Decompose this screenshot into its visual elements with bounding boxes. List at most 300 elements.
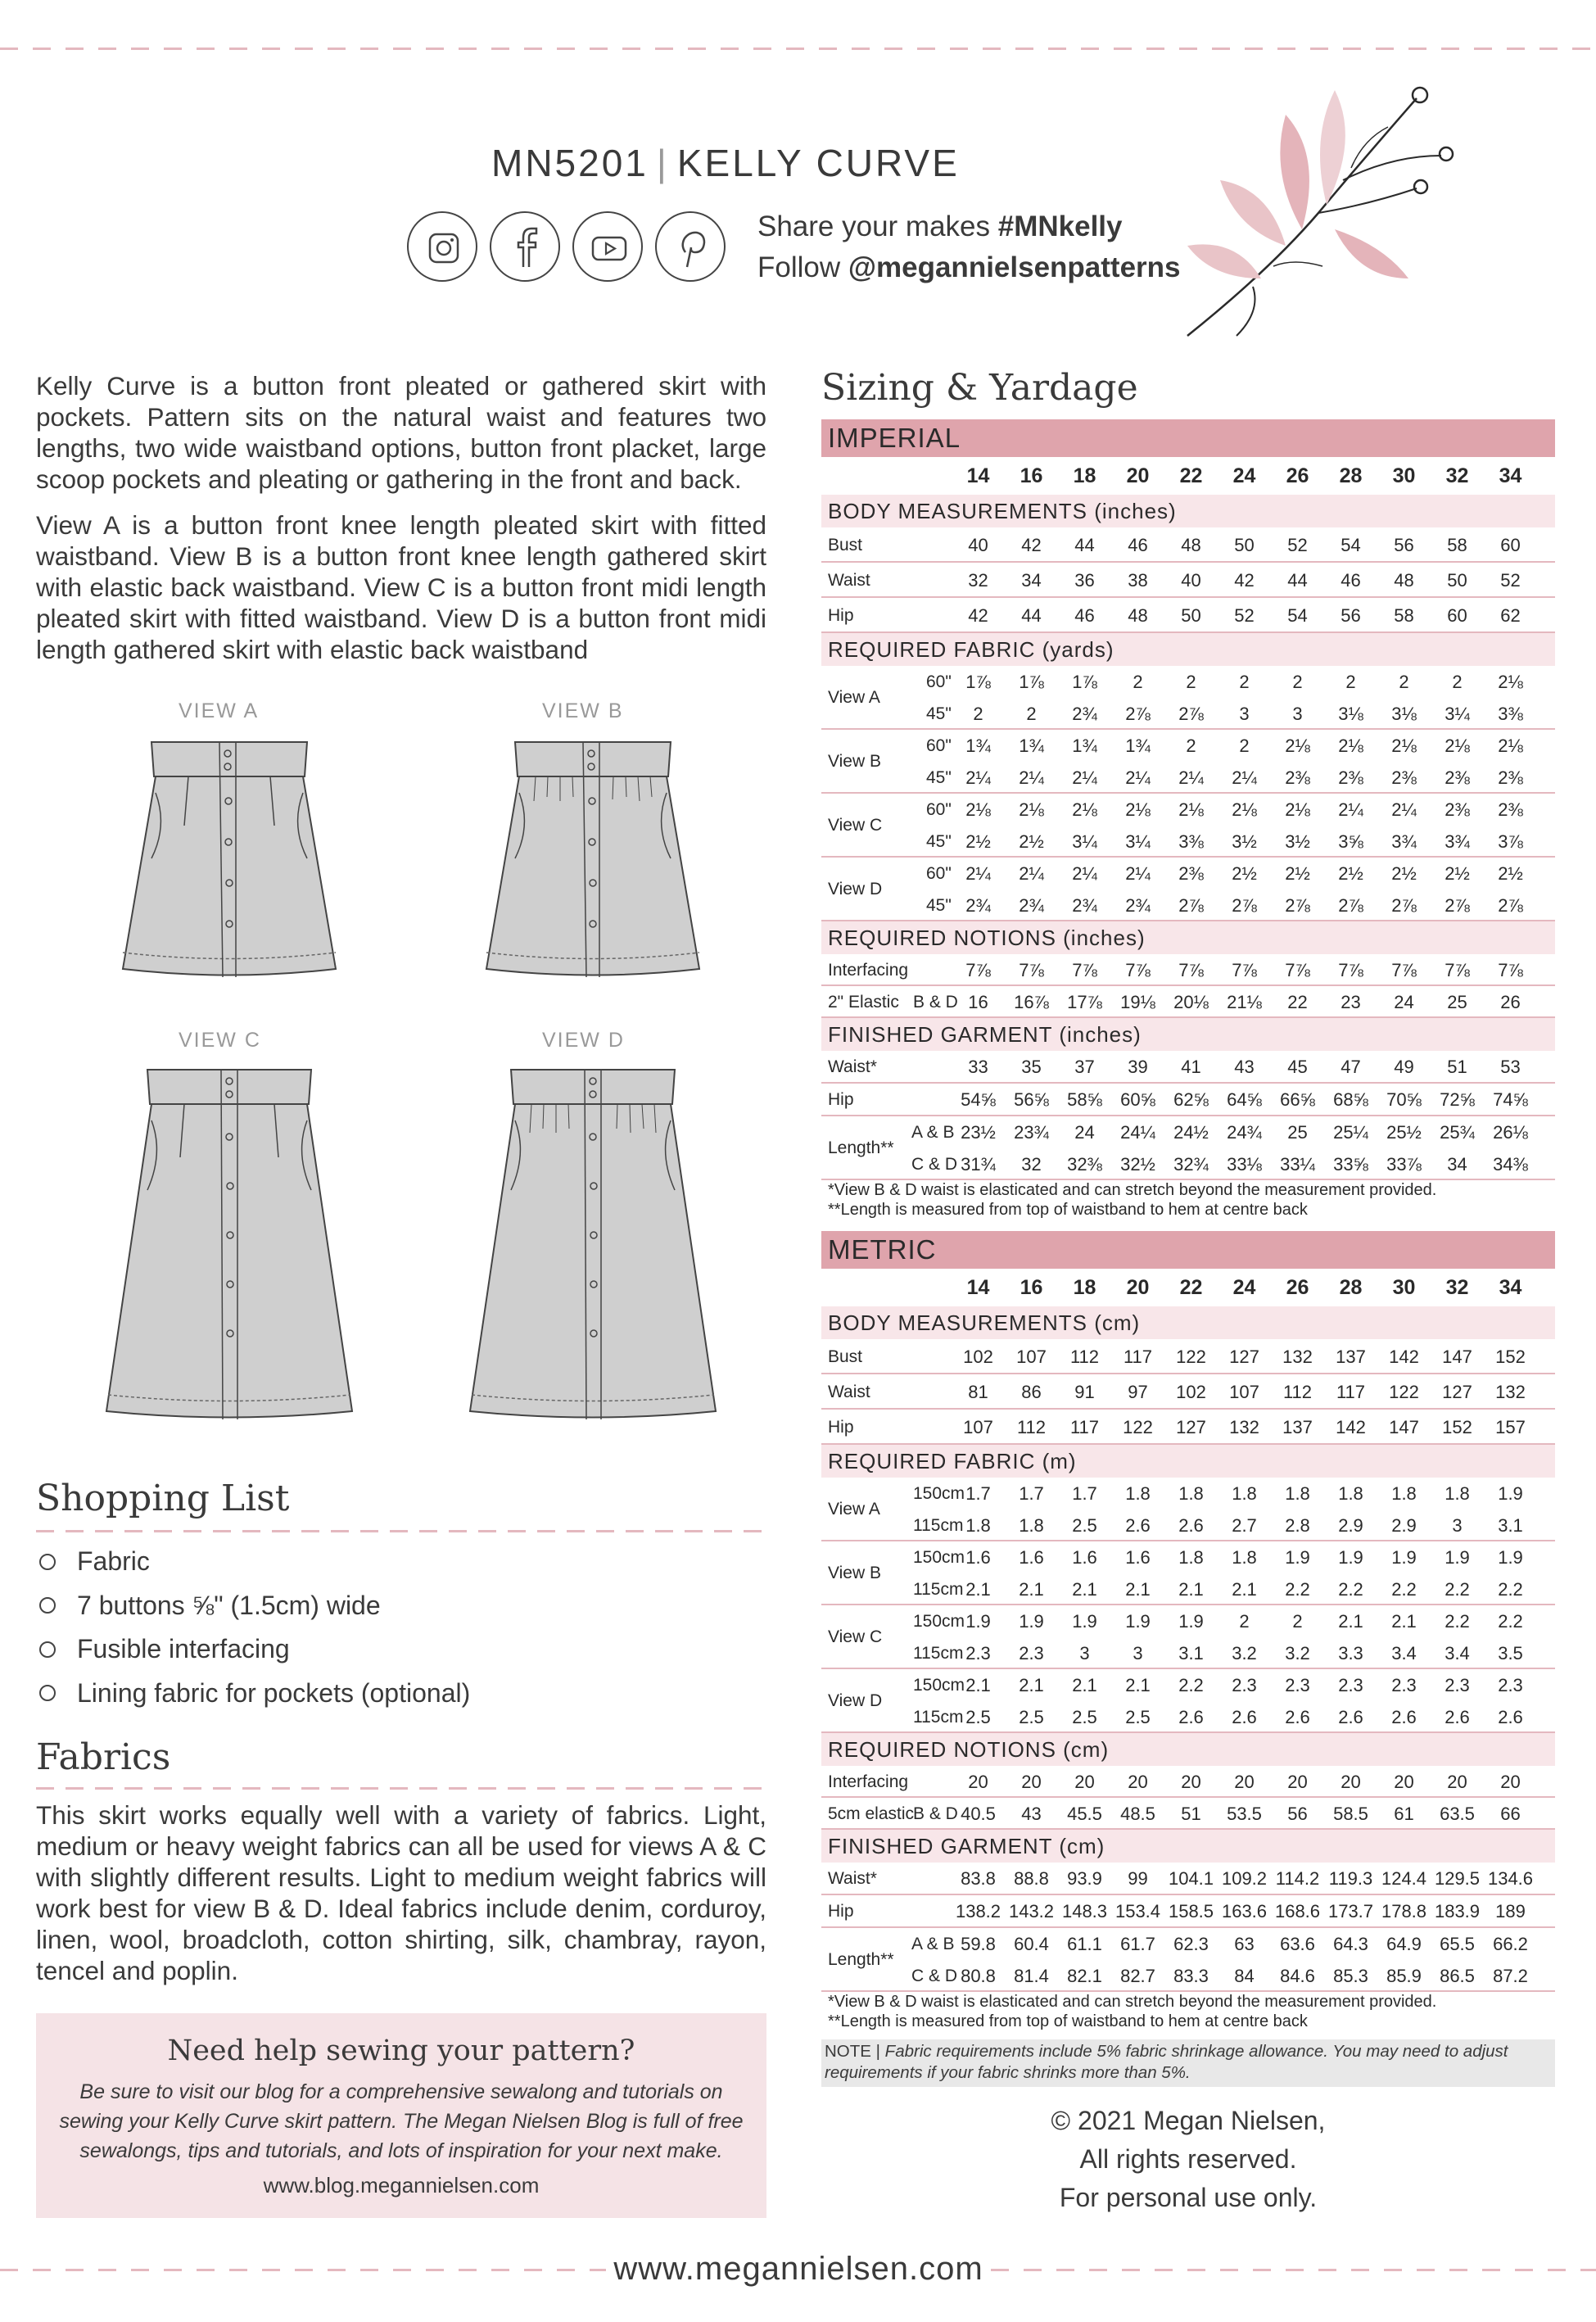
elastic-row: [821, 986, 1555, 1018]
view-a-fabric-cell: 1.8: [1338, 1483, 1363, 1504]
view-a-fabric-cell: 1.7: [1019, 1483, 1044, 1504]
view-a-fabric-cell: 2.7: [1232, 1515, 1257, 1536]
length-cell: 66.2: [1493, 1934, 1528, 1954]
waist-label: Waist: [828, 1383, 870, 1401]
view-d-fabric-cell: 2.1: [965, 1675, 991, 1695]
elastic-cell: 48.5: [1120, 1804, 1155, 1824]
view-c-fabric-row: [821, 1605, 1555, 1669]
view-a-fabric-cell: 2: [1026, 704, 1037, 724]
view-d-fabric-cell: 2.3: [1498, 1675, 1523, 1695]
view-b-fabric-cell: 2¼: [1232, 767, 1257, 788]
view-d-fabric-cell: 2.1: [1072, 1675, 1097, 1695]
view-a-fabric-cell: 2: [1186, 672, 1196, 692]
view-b-fabric-sublabel: 150cm: [913, 1548, 965, 1567]
size-header-cell: 14: [966, 1276, 990, 1299]
interfacing-cell: 7⅞: [965, 960, 991, 980]
length-cell: 82.7: [1120, 1966, 1155, 1986]
view-c-fabric-cell: 3⅜: [1178, 831, 1204, 852]
length-cell: 65.5: [1440, 1934, 1475, 1954]
view-a-fabric-cell: 1.8: [1019, 1515, 1044, 1536]
finished-waist-cell: 119.3: [1328, 1868, 1373, 1889]
length-cell: 23¾: [1014, 1122, 1049, 1143]
intro-text: [36, 370, 766, 680]
view-c-fabric-cell: 3: [1133, 1643, 1143, 1663]
view-a-fabric-cell: 3.1: [1498, 1515, 1523, 1536]
elastic-cell: 16: [968, 992, 988, 1012]
view-d-fabric-cell: 2⅞: [1445, 895, 1470, 916]
view-b-fabric-cell: 2⅛: [1498, 736, 1523, 756]
length-sublabel: A & B: [911, 1123, 955, 1142]
elastic-label: 2" Elastic: [828, 993, 899, 1012]
length-note: **Length is measured from top of waistband to hem at centre back: [828, 2012, 1308, 2030]
finished-garment-heading: FINISHED GARMENT (inches): [821, 1018, 1555, 1051]
view-b-fabric-row: [821, 730, 1555, 794]
size-header-cell: 22: [1179, 1276, 1203, 1299]
hip-row: [821, 1410, 1555, 1445]
length-cell: 34: [1447, 1154, 1467, 1175]
view-c-fabric-cell: 3.2: [1285, 1643, 1310, 1663]
required-notions-heading: REQUIRED NOTIONS (cm): [821, 1733, 1555, 1766]
finished-waist-row: [821, 1863, 1555, 1895]
view-a-fabric-cell: 1.8: [1232, 1483, 1257, 1504]
finished-hip-cell: 143.2: [1008, 1901, 1055, 1921]
finished-hip-cell: 183.9: [1434, 1901, 1481, 1921]
fabric-note: [821, 2039, 1555, 2087]
size-header-cell: 32: [1445, 464, 1469, 487]
length-cell: 62.3: [1173, 1934, 1209, 1954]
help-heading: Need help sewing your pattern?: [167, 2035, 635, 2067]
view-b-fabric-cell: 1¾: [1072, 736, 1097, 756]
view-d-fabric-cell: 2.6: [1498, 1707, 1523, 1727]
view-a-fabric-cell: 1.8: [965, 1515, 991, 1536]
bust-cell: 58: [1447, 535, 1467, 555]
interfacing-cell: 7⅞: [1125, 960, 1151, 980]
finished-waist-cell: 83.8: [961, 1868, 996, 1889]
size-header-cell: 16: [1020, 1276, 1043, 1299]
help-box: [36, 2013, 766, 2218]
view-c-fabric-cell: 3½: [1285, 831, 1310, 852]
imperial-table: [821, 419, 1555, 1220]
pinterest-icon[interactable]: [655, 211, 726, 282]
fabrics-rule: [36, 1787, 766, 1790]
view-c-fabric-cell: 2.2: [1498, 1611, 1523, 1632]
length-cell: 81.4: [1014, 1966, 1049, 1986]
fabrics-text: This skirt works equally well with a variety of fabrics. Light, medium or heavy weight fabrics can all be used for views A & C with slightly different results. Light to medium weight fabrics will work best for view B & D. Ideal fabrics include denim, corduroy, linen, wool, broadcloth, cotton shirting, silk, chambray, rayon, tencel and poplin.: [36, 1800, 766, 1985]
view-c-fabric-cell: 2⅛: [1125, 799, 1151, 820]
waist-cell: 97: [1128, 1382, 1148, 1402]
shopping-item: [36, 1672, 757, 1716]
bust-cell: 102: [963, 1347, 993, 1367]
fabrics-heading: Fabrics: [36, 1736, 171, 1778]
size-header-cell: 24: [1232, 1276, 1256, 1299]
view-a-fabric-cell: 2.6: [1178, 1515, 1204, 1536]
view-a-fabric-sublabel: 115cm: [913, 1516, 964, 1535]
view-c-fabric-cell: 1.9: [1019, 1611, 1044, 1632]
finished-waist-cell: 88.8: [1014, 1868, 1049, 1889]
view-c-fabric-cell: 3⅝: [1338, 831, 1363, 852]
view-c-fabric-cell: 2¼: [1391, 799, 1417, 820]
view-d-fabric-cell: 2¾: [1125, 895, 1151, 916]
view-d-fabric-cell: 2¾: [1072, 895, 1097, 916]
view-d-fabric-sublabel: 60": [926, 864, 952, 883]
length-cell: 25½: [1386, 1122, 1422, 1143]
view-c-fabric-cell: 3¼: [1072, 831, 1097, 852]
shopping-item-text: 7 buttons ⅝" (1.5cm) wide: [77, 1590, 381, 1620]
view-b-fabric-cell: 1.9: [1391, 1547, 1417, 1568]
bust-cell: 40: [968, 535, 988, 555]
view-b-fabric-label: View B: [828, 752, 881, 771]
size-header-cell: 22: [1179, 464, 1203, 487]
length-cell: 59.8: [961, 1934, 996, 1954]
length-cell: 23½: [961, 1122, 996, 1143]
view-a-fabric-cell: 3: [1292, 704, 1303, 724]
length-cell: 25¼: [1333, 1122, 1368, 1143]
bust-cell: 50: [1234, 535, 1255, 555]
interfacing-cell: 7⅞: [1391, 960, 1417, 980]
interfacing-cell: 7⅞: [1232, 960, 1257, 980]
bust-cell: 132: [1282, 1347, 1313, 1367]
blog-link[interactable]: www.blog.megannielsen.com: [263, 2173, 540, 2198]
view-c-fabric-cell: 2½: [1019, 831, 1044, 852]
required-fabric-heading: REQUIRED FABRIC (yards): [821, 633, 1555, 666]
youtube-icon[interactable]: [572, 211, 643, 282]
elastic-label: 5cm elastic: [828, 1804, 915, 1823]
size-header-cell: 14: [966, 464, 990, 487]
length-cell: 33¼: [1280, 1154, 1315, 1175]
view-a-fabric-row: [821, 1478, 1555, 1541]
share-line: [757, 206, 1181, 247]
elastic-cell: 40.5: [961, 1804, 996, 1824]
view-b-fabric-sublabel: 115cm: [913, 1580, 964, 1599]
view-c-fabric-cell: 2.1: [1338, 1611, 1363, 1632]
elastic-note: *View B & D waist is elasticated and can stretch beyond the measurement provided.: [828, 1993, 1437, 2011]
size-header-cell: 26: [1286, 464, 1309, 487]
footer-website-link[interactable]: www.megannielsen.com: [613, 2251, 983, 2287]
length-cell: 61.7: [1120, 1934, 1155, 1954]
length-note: **Length is measured from top of waistband to hem at centre back: [828, 1201, 1308, 1219]
bust-cell: 117: [1123, 1347, 1153, 1367]
view-d-fabric-cell: 2.5: [1125, 1707, 1151, 1727]
size-header-cell: 30: [1392, 1276, 1416, 1299]
waist-label: Waist: [828, 571, 870, 590]
view-c-fabric-cell: 3: [1079, 1643, 1090, 1663]
length-cell: 84.6: [1280, 1966, 1315, 1986]
waist-cell: 117: [1336, 1382, 1366, 1402]
finished-garment-heading: FINISHED GARMENT (cm): [821, 1830, 1555, 1863]
length-cell: 24: [1074, 1122, 1095, 1143]
elastic-cell: 51: [1181, 1804, 1201, 1824]
view-d-fabric-cell: 2¼: [965, 863, 991, 884]
interfacing-cell: 20: [1287, 1772, 1308, 1792]
bullet-circle-icon: [39, 1554, 56, 1570]
length-cell: 25¾: [1440, 1122, 1475, 1143]
footer-dash-left: [0, 2269, 606, 2271]
length-row: [821, 1928, 1555, 1992]
follow-handle[interactable]: @megannielsenpatterns: [848, 251, 1181, 283]
length-cell: 64.9: [1386, 1934, 1422, 1954]
finished-hip-cell: 66⅝: [1280, 1089, 1315, 1110]
bust-cell: 127: [1229, 1347, 1259, 1367]
waist-cell: 86: [1021, 1382, 1042, 1402]
view-a-fabric-sublabel: 150cm: [913, 1484, 965, 1503]
view-d-fabric-cell: 2.5: [1072, 1707, 1097, 1727]
view-d-fabric-cell: 2.1: [1125, 1675, 1151, 1695]
share-block: [757, 206, 1181, 288]
finished-hip-cell: 168.6: [1274, 1901, 1321, 1921]
hip-cell: 142: [1336, 1417, 1366, 1437]
shopping-rule: [36, 1530, 766, 1532]
note-text: Fabric requirements include 5% fabric shrinkage allowance. You may need to adjust requirements if your fabric shrinks more than 5%.: [825, 2042, 1508, 2082]
bust-cell: 60: [1500, 535, 1521, 555]
bust-cell: 137: [1336, 1347, 1366, 1367]
size-header-row: [821, 1269, 1555, 1306]
view-c-fabric-cell: 2⅛: [1285, 799, 1310, 820]
elastic-cell: 45.5: [1067, 1804, 1102, 1824]
finished-hip-cell: 70⅝: [1386, 1089, 1422, 1110]
view-b-fabric-cell: 1.6: [965, 1547, 991, 1568]
length-cell: 86.5: [1440, 1966, 1475, 1986]
view-a-fabric-cell: 1.8: [1391, 1483, 1417, 1504]
view-b-fabric-cell: 2.1: [1072, 1579, 1097, 1600]
view-c-fabric-cell: 2: [1292, 1611, 1303, 1632]
bullet-circle-icon: [39, 1641, 56, 1658]
length-cell: 33⅛: [1227, 1154, 1262, 1175]
view-b-fabric-sublabel: 60": [926, 736, 952, 755]
view-a-fabric-cell: 2.6: [1125, 1515, 1151, 1536]
finished-hip-row: [821, 1895, 1555, 1928]
size-header-cell: 26: [1286, 1276, 1309, 1299]
waist-cell: 107: [1229, 1382, 1259, 1402]
length-sublabel: C & D: [911, 1967, 958, 1985]
length-cell: 32¾: [1173, 1154, 1209, 1175]
finished-hip-cell: 54⅝: [961, 1089, 996, 1110]
view-a-fabric-cell: 3⅛: [1391, 704, 1417, 724]
finished-hip-cell: 56⅝: [1014, 1089, 1049, 1110]
view-c-fabric-cell: 2⅛: [965, 799, 991, 820]
elastic-cell: 17⅞: [1067, 992, 1102, 1012]
view-a-fabric-cell: 1⅞: [1072, 672, 1097, 692]
finished-waist-cell: 45: [1287, 1057, 1308, 1077]
length-cell: 85.3: [1333, 1966, 1368, 1986]
interfacing-cell: 20: [1128, 1772, 1148, 1792]
finished-waist-cell: 33: [968, 1057, 988, 1077]
hip-label: Hip: [828, 606, 854, 625]
waist-cell: 127: [1442, 1382, 1472, 1402]
view-b-fabric-cell: 2¼: [965, 767, 991, 788]
bust-cell: 54: [1341, 535, 1361, 555]
view-b-fabric-cell: 2.1: [965, 1579, 991, 1600]
bust-cell: 122: [1176, 1347, 1206, 1367]
interfacing-cell: 20: [1341, 1772, 1361, 1792]
view-b-fabric-cell: 2⅛: [1445, 736, 1470, 756]
size-header-cell: 28: [1339, 1276, 1363, 1299]
view-b-fabric-cell: 1¾: [965, 736, 991, 756]
pattern-title: [491, 141, 1065, 185]
size-header-cell: 16: [1020, 464, 1043, 487]
interfacing-cell: 7⅞: [1019, 960, 1044, 980]
view-d-fabric-cell: 2⅞: [1285, 895, 1310, 916]
length-cell: 80.8: [961, 1966, 996, 1986]
finished-waist-cell: 104.1: [1168, 1868, 1214, 1889]
hip-row: [821, 598, 1555, 633]
finished-hip-cell: 178.8: [1381, 1901, 1427, 1921]
elastic-note: *View B & D waist is elasticated and can stretch beyond the measurement provided.: [828, 1181, 1437, 1199]
metric-unit-bar: METRIC: [821, 1231, 1555, 1269]
length-label: Length**: [828, 1138, 894, 1157]
finished-hip-row: [821, 1084, 1555, 1116]
view-b-fabric-sublabel: 45": [926, 768, 952, 787]
waist-cell: 40: [1181, 570, 1201, 591]
view-a-fabric-cell: 3⅜: [1498, 704, 1523, 724]
length-cell: 24½: [1173, 1122, 1209, 1143]
bust-cell: 112: [1069, 1347, 1100, 1367]
finished-waist-cell: 39: [1128, 1057, 1148, 1077]
length-cell: 63: [1234, 1934, 1255, 1954]
view-b-fabric-cell: 2¼: [1178, 767, 1204, 788]
length-cell: 24¼: [1120, 1122, 1155, 1143]
body-measurements-heading: BODY MEASUREMENTS (cm): [821, 1306, 1555, 1339]
length-cell: 32⅜: [1067, 1154, 1102, 1175]
waist-cell: 34: [1021, 570, 1042, 591]
view-a-fabric-cell: 1.9: [1498, 1483, 1523, 1504]
view-c-fabric-sublabel: 45": [926, 832, 952, 851]
length-cell: 25: [1287, 1122, 1308, 1143]
length-label: Length**: [828, 1950, 894, 1969]
view-a-fabric-cell: 1.7: [965, 1483, 991, 1504]
view-c-fabric-cell: 2⅛: [1178, 799, 1204, 820]
length-cell: 84: [1234, 1966, 1255, 1986]
size-header-cell: 24: [1232, 464, 1256, 487]
imperial-unit-bar: IMPERIAL: [821, 419, 1555, 457]
size-header-cell: 20: [1126, 1276, 1150, 1299]
view-a-fabric-cell: 2: [973, 704, 983, 724]
view-b-label: VIEW B: [542, 699, 624, 722]
instagram-icon[interactable]: [407, 211, 477, 282]
finished-hip-cell: 68⅝: [1333, 1089, 1368, 1110]
bullet-circle-icon: [39, 1597, 56, 1614]
view-a-fabric-cell: 2¾: [1072, 704, 1097, 724]
length-sublabel: A & B: [911, 1935, 955, 1953]
view-a-fabric-cell: 1.8: [1445, 1483, 1470, 1504]
bust-cell: 152: [1495, 1347, 1526, 1367]
length-sublabel: C & D: [911, 1155, 958, 1174]
view-a-fabric-cell: 2⅛: [1498, 672, 1523, 692]
finished-waist-cell: 41: [1181, 1057, 1201, 1077]
view-d-fabric-cell: 2½: [1232, 863, 1257, 884]
copyright-line-2: All rights reserved.: [1079, 2144, 1297, 2174]
length-cell: 63.6: [1280, 1934, 1315, 1954]
hip-cell: 152: [1442, 1417, 1472, 1437]
note-separator: |: [870, 2042, 885, 2061]
finished-hip-cell: 72⅝: [1440, 1089, 1475, 1110]
view-a-skirt-illustration: [115, 736, 344, 998]
finished-waist-cell: 93.9: [1067, 1868, 1102, 1889]
waist-cell: 36: [1074, 570, 1095, 591]
length-cell: 33⅝: [1333, 1154, 1368, 1175]
view-d-fabric-cell: 2.6: [1445, 1707, 1470, 1727]
shopping-item: [36, 1627, 757, 1672]
view-a-label: VIEW A: [179, 699, 260, 722]
bust-cell: 42: [1021, 535, 1042, 555]
view-a-fabric-cell: 1⅞: [1019, 672, 1044, 692]
hip-cell: 132: [1229, 1417, 1259, 1437]
finished-waist-label: Waist*: [828, 1869, 877, 1888]
view-a-fabric-row: [821, 666, 1555, 730]
help-text: Be sure to visit our blog for a comprehensive sewalong and tutorials on sewing your Kelly Curve skirt pattern. The Megan Nielsen Blog is full of free sewalongs, tips and tutorials, and lots of inspiration for your next make.: [59, 2080, 744, 2162]
view-d-fabric-cell: 2¼: [1125, 863, 1151, 884]
hip-cell: 44: [1021, 605, 1042, 626]
share-hashtag[interactable]: #MNkelly: [997, 210, 1123, 242]
elastic-row: [821, 1798, 1555, 1830]
view-a-fabric-cell: 2: [1239, 672, 1250, 692]
waist-cell: 42: [1234, 570, 1255, 591]
length-cell: 64.3: [1333, 1934, 1368, 1954]
view-b-fabric-cell: 2⅛: [1285, 736, 1310, 756]
view-c-fabric-cell: 2⅛: [1232, 799, 1257, 820]
elastic-cell: 58.5: [1333, 1804, 1368, 1824]
finished-waist-cell: 134.6: [1487, 1868, 1534, 1889]
view-b-fabric-cell: 2.2: [1445, 1579, 1470, 1600]
elastic-cell: 21⅛: [1227, 992, 1262, 1012]
hip-label: Hip: [828, 1418, 854, 1437]
elastic-cell: 22: [1287, 992, 1308, 1012]
view-b-fabric-cell: 2: [1186, 736, 1196, 756]
view-d-fabric-cell: 2.6: [1285, 1707, 1310, 1727]
view-d-label: VIEW D: [542, 1029, 625, 1052]
view-b-fabric-cell: 2.2: [1338, 1579, 1363, 1600]
view-c-fabric-cell: 2¼: [1338, 799, 1363, 820]
view-c-fabric-label: View C: [828, 816, 883, 835]
hip-cell: 112: [1016, 1417, 1047, 1437]
view-c-fabric-cell: 3.5: [1498, 1643, 1523, 1663]
finished-hip-label: Hip: [828, 1090, 854, 1109]
finished-hip-cell: 173.7: [1327, 1901, 1374, 1921]
view-b-fabric-cell: 2⅜: [1391, 767, 1417, 788]
view-d-fabric-cell: 2½: [1285, 863, 1310, 884]
interfacing-label: Interfacing: [828, 961, 909, 980]
view-d-fabric-cell: 2.6: [1338, 1707, 1363, 1727]
view-b-fabric-cell: 1.6: [1125, 1547, 1151, 1568]
view-c-fabric-cell: 2: [1239, 1611, 1250, 1632]
shopping-list: [36, 1540, 757, 1715]
length-cell: 34⅜: [1493, 1154, 1528, 1175]
view-d-fabric-cell: 2.3: [1338, 1675, 1363, 1695]
waist-row: [821, 1374, 1555, 1410]
interfacing-cell: 20: [1394, 1772, 1414, 1792]
length-cell: 32½: [1120, 1154, 1155, 1175]
view-a-fabric-cell: 1⅞: [965, 672, 991, 692]
view-b-fabric-row: [821, 1541, 1555, 1605]
view-c-fabric-row: [821, 794, 1555, 858]
view-a-fabric-label: View A: [828, 1500, 880, 1519]
view-a-fabric-cell: 1.7: [1072, 1483, 1097, 1504]
finished-hip-cell: 189: [1495, 1901, 1526, 1921]
view-d-fabric-cell: 2.5: [965, 1707, 991, 1727]
view-a-fabric-cell: 2⅞: [1178, 704, 1204, 724]
bullet-circle-icon: [39, 1685, 56, 1701]
intro-paragraph-2: View A is a button front knee length pleated skirt with fitted waistband. View B is a button front knee length gathered skirt with elastic back waistband. View C is a button front midi length pleated skirt with fitted waistband. View D is a button front midi length gathered skirt with elastic back waistband: [36, 510, 766, 664]
size-header-cell: 28: [1339, 464, 1363, 487]
view-d-fabric-cell: 2⅞: [1391, 895, 1417, 916]
hip-cell: 127: [1176, 1417, 1206, 1437]
size-header-cell: 18: [1073, 464, 1096, 487]
length-cell: 87.2: [1493, 1966, 1528, 1986]
facebook-icon[interactable]: [490, 211, 560, 282]
finished-waist-cell: 109.2: [1221, 1868, 1268, 1889]
finished-waist-cell: 43: [1234, 1057, 1255, 1077]
view-a-fabric-cell: 2.9: [1391, 1515, 1417, 1536]
elastic-cell: 26: [1500, 992, 1521, 1012]
